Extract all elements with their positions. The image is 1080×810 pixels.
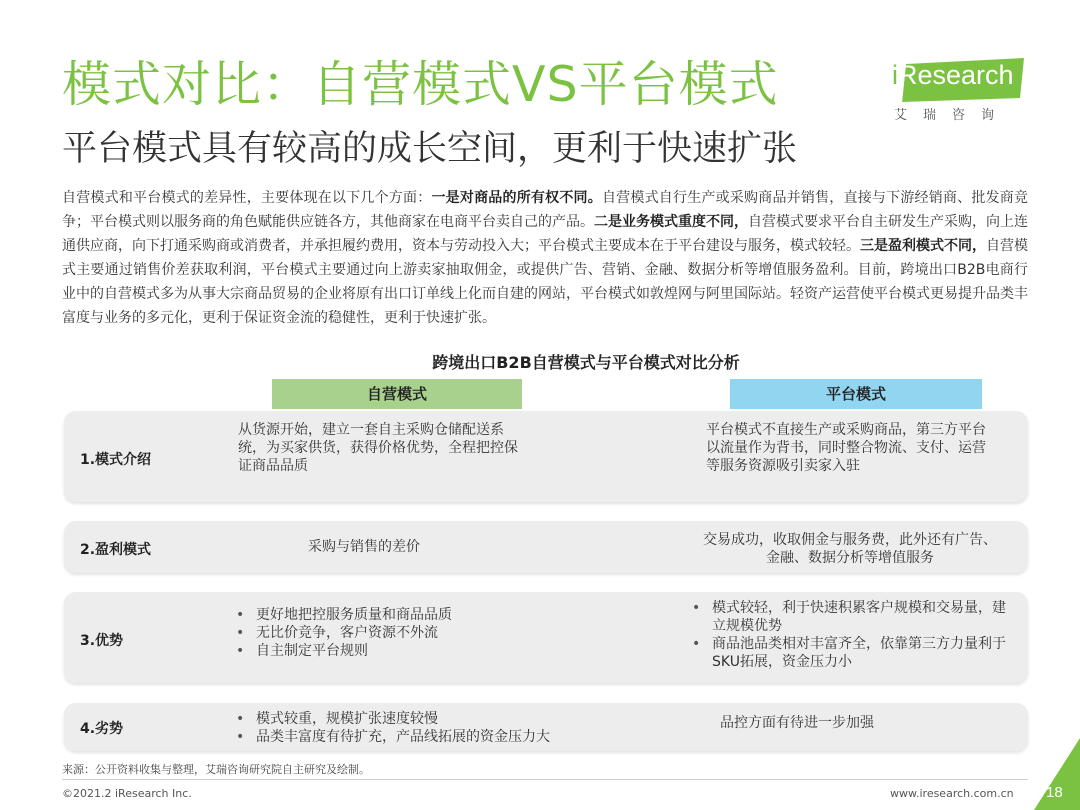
footer-divider	[62, 779, 1028, 780]
intro-paragraph	[62, 186, 1028, 330]
row-label: 1.模式介绍	[80, 452, 152, 468]
list-item: • 模式较重，规模扩张速度较慢	[232, 710, 572, 728]
list-item: • 模式较轻，利于快速积累客户规模和交易量，建立规模优势	[688, 599, 1018, 635]
column-header-platform: 平台模式	[730, 379, 982, 409]
copyright: ©2021.2 iResearch Inc.	[62, 787, 192, 800]
logo-wordmark	[892, 60, 1014, 91]
self-cell: 采购与销售的差价	[308, 539, 420, 555]
intro-segment-bold: 一是对商品的所有权不同。	[431, 190, 602, 206]
platform-cell: 交易成功，收取佣金与服务费，此外还有广告、金融、数据分析等增值服务	[703, 532, 997, 566]
list-item: • 商品池品类相对丰富齐全，依靠第三方力量利于SKU拓展，资金压力小	[688, 635, 1018, 671]
intro-segment: 自营模式要求平台自主研发生产采购，向上连通供应商，向下打通采购商或消费者，并承担履约费用，资本与劳动投入大；平台模式主要成本在于平台建设与服务，模式较轻。	[62, 214, 1028, 254]
website-link[interactable]: www.iresearch.com.cn	[890, 787, 1014, 800]
platform-cell	[688, 599, 1018, 671]
row-label: 2.盈利模式	[80, 542, 152, 558]
platform-list	[688, 599, 1018, 671]
self-cell	[232, 606, 552, 660]
table-row	[64, 703, 1028, 751]
list-item: • 品类丰富度有待扩充，产品线拓展的资金压力大	[232, 728, 572, 746]
page-subtitle: 平台模式具有较高的成长空间，更利于快速扩张	[62, 129, 798, 169]
list-item: • 自主制定平台规则	[232, 642, 552, 660]
intro-segment-bold: 三是盈利模式不同，	[860, 238, 986, 254]
table-title: 跨境出口B2B自营模式与平台模式对比分析	[432, 353, 740, 372]
column-header-self-operated: 自营模式	[272, 379, 522, 409]
table-row	[64, 592, 1028, 683]
page-title: 模式对比：自营模式VS平台模式	[62, 56, 779, 113]
intro-segment: 自营模式主要通过销售价差获取利润，平台模式主要通过向上游卖家抽取佣金，或提供广告、营销、金融、数据分析等增值服务盈利。目前，跨境出口B2B电商行业中的自营模式多为从事大宗商品贸易的企业将原有出口订单线上化而自建的网站，平台模式如敦煌网与阿里国际站。轻资产运营使平台模式更易提升品类丰富度与业务的多元化，更利于保证资金流的稳健性，更利于快速扩张。	[62, 238, 1028, 326]
logo-prefix: i	[892, 60, 898, 90]
page-number: 18	[1046, 784, 1063, 801]
intro-segment: 自营模式自行生产或采购商品并销售，直接与下游经销商、批发商竞争；平台模式则以服务商的角色赋能供应链各方，其他商家在电商平台卖自己的产品。	[62, 190, 1029, 230]
intro-segment-bold: 二是业务模式重度不同，	[594, 214, 748, 230]
self-cell: 从货源开始，建立一套自主采购仓储配送系统，为买家供货，获得价格优势，全程把控保证商品品质	[238, 422, 518, 474]
row-label: 3.优势	[80, 633, 124, 649]
intro-segment: 自营模式和平台模式的差异性，主要体现在以下几个方面：	[62, 190, 432, 206]
self-list	[232, 710, 572, 746]
table-row	[64, 411, 1028, 502]
platform-cell: 平台模式不直接生产或采购商品，第三方平台以流量作为背书，同时整合物流、支付、运营等服务资源吸引卖家入驻	[706, 422, 986, 474]
logo-name: Research	[898, 60, 1014, 90]
source-note: 来源：公开资料收集与整理，艾瑞咨询研究院自主研究及绘制。	[62, 763, 370, 776]
self-list	[232, 606, 552, 660]
list-item: • 无比价竞争，客户资源不外流	[232, 624, 552, 642]
row-label: 4.劣势	[80, 721, 124, 737]
table-row	[64, 521, 1028, 573]
logo-chinese: 艾瑞咨询	[894, 108, 1011, 123]
iresearch-logo	[890, 58, 1030, 128]
self-cell	[232, 710, 572, 746]
list-item: • 更好地把控服务质量和商品品质	[232, 606, 552, 624]
platform-cell: 品控方面有待进一步加强	[720, 715, 874, 731]
